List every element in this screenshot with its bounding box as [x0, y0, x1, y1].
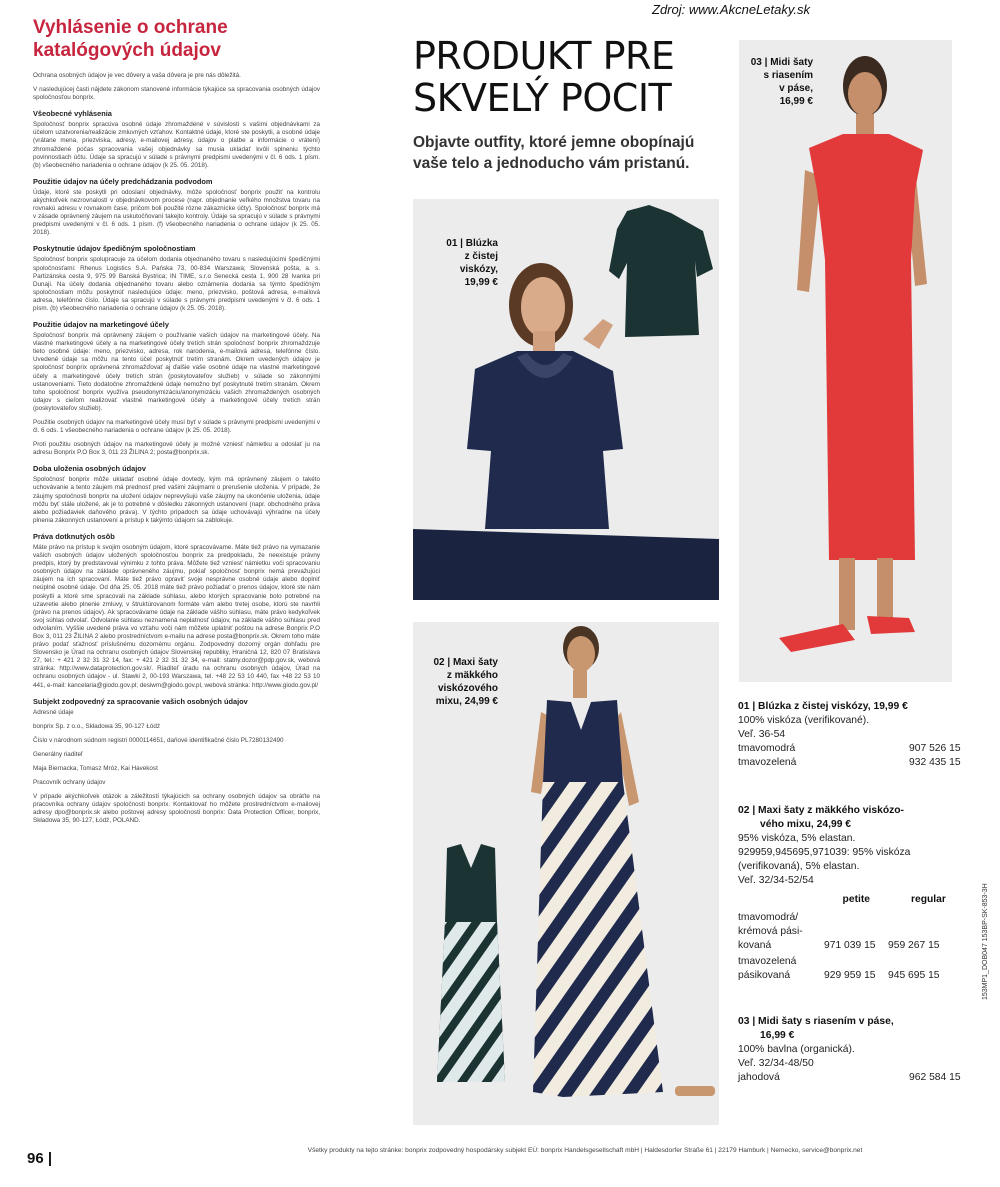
- section-text: Údaje, ktoré ste poskytli pri odoslaní objednávky, môže spoločnosť bonprix použiť na kontrolu akýchkoľvek nezrovnalostí v objednávkovom procese (napr. objednanie veľkého množstva tovaru na rovnakú adresu v rovnakom čase, pričom boli použité rôzne zákaznícke účty). Spoločnosť bonprix má v zásade oprávnený záujem na uskutočňovaní takejto kontroly. Údaje sa spracujú v súlade s právnymi predpismi uvedenými v čl. 6 ods. 1 písm. (f) všeobecného nariadenia o ochrane údajov (k 25. 05. 2018).: [33, 188, 320, 237]
- info-line: Veľ. 32/34-52/54: [738, 875, 814, 886]
- privacy-column: [33, 16, 320, 832]
- info-line: Veľ. 36-54: [738, 729, 786, 740]
- section-text: Maja Biernacka, Tomasz Mróz, Kai Havekost: [33, 765, 158, 772]
- info-line: (verifikovaná), 5% elastan.: [738, 861, 860, 872]
- section-heading: Práva dotknutých osôb: [33, 531, 115, 541]
- info-title: 03 | Midi šaty s riasením v páse,: [738, 1016, 894, 1027]
- color-row: tmavozelená pásikovaná 929 959 15 945 695 15: [738, 956, 940, 981]
- section-text: bonprix Sp. z o.o., Składowa 35, 90-127 Łódź: [33, 722, 161, 730]
- section-heading: Poskytnutie údajov špedičným spoločnostiam: [33, 244, 196, 254]
- info-line: 100% viskóza (verifikované).: [738, 715, 870, 726]
- info-line: 929959,945695,971039: 95% viskóza: [738, 847, 911, 858]
- section-text: Máte právo na prístup k svojim osobným údajom, ktoré spracovávame. Máte tiež právo na vymazanie vašich osobných údajov uložených spoločnosťou bonprix za predpokladu, že neexistuje právny predpis, ktorý by predstavoval výnimku z tohto práva. Môžete tiež vzniesť námietku voči spracovaniu osobných údajov na základe oprávneného záujmu, pokiaľ spoločnosť bonprix nemá prevažujúci záujem na ich spracovaní. Máte tiež právo opraviť svoje nesprávne osobné údaje alebo doplniť neúplné osobné údaje. Od dňa 25. 05. 2018 máte tiež právo požiadať o prenos údajov, ktoré ste nám poskytli a ktoré sme spracovali na základe súhlasu, alebo ktorých spracovanie bolo potrebné na uzavretie alebo plnenie zmluvy, v štruktúrovanom formáte vám alebo tretej osobe, ktorú ste navrhli (právo na prenos údajov). Ak spracovávame údaje na základe vášho súhlasu, máte právo kedykoľvek svoj súhlas odvolať. Odvolanie súhlasu neznamená neplatnosť údajov, na základe vášho súhlasu pred odvolaním. Vyššie uvedené práva vo vzťahu voči nám môžete uplatniť poštou na adrese Bonprix P.O Box 3, 011 23 ŽILINA 2 alebo prostredníctvom e-mailu na adrese posta@bonprix.sk. Okrem toho máte právo podať sťažnosť príslušnému dozornému orgánu. Zodpovedný dozorný orgán dohľadu pre Slovensko je Úrad na ochranu osobných údajov Slovenskej republiky, Hraničná 12, 820 07 Bratislava 27, tel.: + 421 2 32 31 32 14, fax: + 421 2 32 31 32 34, e-mail: statny.dozor@pdp.gov.sk, webová stránka: http://www.dataprotection.gov.sk/. Riaditeľ úradu na ochranu osobných údajov, Úrad na ochranu osobných údajov - ul. Stawki 2, 00-193 Warszawa, tel. +48 22 53 10 440, fax +48 22 53 10 441, e-mail: kancelaria@giodo.gov.pl; desiwm@giodo.gov.pl, webová stránka: http://www.giodo.gov.pl/: [33, 543, 320, 689]
- info-line: 100% bavlna (organická).: [738, 1044, 855, 1055]
- headline-line-1: PRODUKT PRE: [413, 34, 675, 78]
- section-text: Číslo v národnom súdnom registri 0000114651, daňové identifikačné číslo PL7280132490: [33, 736, 284, 744]
- catalog-code: 153MP1_DOB047 153BP-SK-853-3H: [982, 883, 989, 1000]
- info-title-cont: 16,99 €: [760, 1030, 795, 1041]
- label-blouse: 01 | Blúzka z čistej viskózy, 19,99 €: [446, 238, 498, 288]
- privacy-title: Vyhlásenie o ochrane katalógových údajov: [33, 17, 228, 61]
- color-row: tmavomodrá/ krémová pási- kovaná 971 039 15 959 267 15: [738, 912, 940, 951]
- headline-block: [413, 35, 723, 174]
- section-text: Pracovník ochrany údajov: [33, 779, 106, 787]
- midi-dress-illustration: [739, 40, 952, 682]
- product-photo-midi-dress: [739, 40, 952, 682]
- info-line: Veľ. 32/34-48/50: [738, 1058, 814, 1069]
- label-maxi-dress: 02 | Maxi šaty z mäkkého viskózového mixu, 24,99 €: [433, 657, 498, 707]
- section-heading: Použitie údajov na účely predchádzania podvodom: [33, 176, 213, 186]
- source-watermark: Zdroj: www.AkcneLetaky.sk: [652, 2, 810, 17]
- size-header: petite regular: [842, 894, 946, 905]
- page-number: 96 |: [27, 1150, 53, 1167]
- headline-subtitle: Objavte outfity, ktoré jemne obopínajú vaše telo a jednoducho vám pristanú.: [413, 134, 695, 172]
- info-title: 01 | Blúzka z čistej viskózy, 19,99 €: [738, 701, 908, 712]
- privacy-intro-1: Ochrana osobných údajov je vec dôvery a vaša dôvera je pre nás dôležitá.: [33, 72, 241, 79]
- info-title: 02 | Maxi šaty z mäkkého viskózo-: [738, 805, 904, 816]
- headline-line-2: SKVELÝ POCIT: [413, 76, 672, 120]
- section-text: Spoločnosť bonprix spolupracuje za účelom dodania objednaného tovaru s nasledujúcimi špedičnými spoločnosťami: Rhenus Logistics S.A. Pańska 73, 00-834 Warszawa; Slovenská pošta, a. s. Partizánska cesta 9, 975 99 Banská Bystrica; IN TIME, s.r.o Senecká cesta 1, 900 28 Ivanka pri Dunaji. Na účely dodania objednaného tovaru alebo oznámenia dodania sa týmto špedičným spoločnostiam môžu poskytnúť nasledujúce údaje: meno, priezvisko, poštová adresa, e-mailová adresa, telefónne číslo. Údaje sa spracujú v súlade s právnymi predpismi uvedenými v čl. 6 ods. 1 písm. (b) všeobecného nariadenia o ochrane údajov (k 25. 05. 2018).: [33, 256, 320, 312]
- section-text: Použitie osobných údajov na marketingové účely musí byť v súlade s právnymi predpismi uvedenými v čl. 6 ods. 1 všeobecného nariadenia o ochrane údajov (k 25. 05. 2018).: [33, 419, 320, 435]
- color-row: tmavomodrá 907 526 15: [738, 743, 961, 754]
- section-heading: Použitie údajov na marketingové účely: [33, 320, 169, 330]
- section-text: Spoločnosť bonprix má oprávnený záujem o používanie vašich údajov na marketingové účely. Na vlastné marketingové účely a na marketingové účely tretích strán spoločnosť bonprix zhromaždzuje tieto osobné údaje: meno, priezvisko, adresa, rok narodenia, e-mailová adresa, telefónne číslo. Uvedené údaje sa môžu na tento účel poskytnúť tretím stranám. Okrem uvedených údajov je spoločnosť bonprix oprávnená zhromažďovať aj ďalšie vaše osobné údaje na vlastné marketingové účely a marketingové účely tretích strán (poskytovateľov služieb) v súlade so zákonnými ustanoveniami. Tieto dodatočne zhromaždené údaje nemožno byť poskytnuté tretím stranám. Okrem toho spoločnosť bonprix využíva pseudonymizáciu/anonymizáciu vašich zhromaždených osobných údajov s cieľom realizovať vlastné marketingové účely a marketingové účely tretích strán (poskytovateľov služieb).: [33, 332, 320, 412]
- section-text: Proti použitiu osobných údajov na marketingové účely je možné vzniesť námietku a odoslať ju na adresu Bonprix P.O Box 3, 011 23 ŽILINA 2; posta@bonprix.sk.: [33, 441, 320, 457]
- label-midi-dress: 03 | Midi šaty s riasením v páse, 16,99 €: [750, 57, 813, 107]
- section-heading: Všeobecné vyhlásenia: [33, 109, 112, 119]
- info-midi-dress: [738, 1015, 968, 1085]
- section-text: Spoločnosť bonprix spracúva osobné údaje zhromaždené v súvislosti s vašimi objednávkami za účelom uzatvorenia/realizácie zmluvných vzťahov. Kontaktné údaje, ktoré ste poskytli, a osobné údaje (vrátane mena, priezviska, adresy, e-mailovej adresy, údajov o platbe a informácie o vrátení) zhromaždené počas spracovania vašej objednávky sa musia ukladať kvôli splneniu týchto povinnostiach účtu. Údaje sa spracujú v súlade s právnymi predpismi uvedenými v čl. 6 ods. 1 písm. (b) všeobecného nariadenia o ochrane údajov (k 25. 05. 2018).: [33, 121, 320, 169]
- section-text: Generálny riaditeľ: [33, 750, 83, 758]
- privacy-intro-2: V nasledujúcej časti nájdete zákonom stanovené informácie týkajúce sa spracovania osobných údajov spoločnosťou bonprix.: [33, 86, 320, 102]
- section-text: Spoločnosť bonprix môže ukladať osobné údaje dovtedy, kým má oprávnený záujem o takéto uchovávanie a tento záujem má prednosť pred vašimi záujmami o prerušenie uloženia. V prípade, že záujmy spoločnosti bonprix na uložení údajov neprevyšujú vaše záujmy na ukončenie uloženia, údaje môžu byť stále uložené, ak je to potrebné v dôsledku zákonných ustanovení (napr. obchodného práva alebo požiadaviek daňového práva). V týchto prípadoch sa údaje uchovávajú výhradne na účely plnenia zákonných ustanovení a prístup k takýmto údajom sa zablokuje.: [33, 476, 320, 524]
- footer-text: Všetky produkty na tejto stránke: bonprix zodpovedný hospodársky subjekt EÚ: bonprix Handelsgesellschaft mbH | Haldesdorfer Straße 61 | 22179 Hamburk | Nemecko, service@bonprix.net: [307, 1147, 863, 1154]
- section-text: Adresné údaje: [33, 708, 74, 716]
- info-maxi-dress: [738, 804, 968, 983]
- color-row: jahodová 962 584 15: [738, 1072, 961, 1083]
- section-heading: Doba uloženia osobných údajov: [33, 464, 146, 474]
- section-text: V prípade akýchkoľvek otázok a záležitostí týkajúcich sa ochrany osobných údajov sa obráťte na pracovníka ochrany údajov spoločnosti bonprix. Kontaktovať ho môžete prostredníctvom e-mailovej adresy dpo@bonprix.sk alebo poštovej adresy spoločnosti bonprix: Data Protection Officer, bonprix, Składowa 35, 90-127, Łódź, POLAND.: [33, 793, 320, 825]
- section-heading: Subjekt zodpovedný za spracovanie vašich osobných údajov: [33, 696, 248, 706]
- color-row: tmavozelená 932 435 15: [738, 757, 961, 768]
- info-blouse: [738, 700, 968, 770]
- info-line: 95% viskóza, 5% elastan.: [738, 833, 856, 844]
- info-title-cont: vého mixu, 24,99 €: [760, 819, 852, 830]
